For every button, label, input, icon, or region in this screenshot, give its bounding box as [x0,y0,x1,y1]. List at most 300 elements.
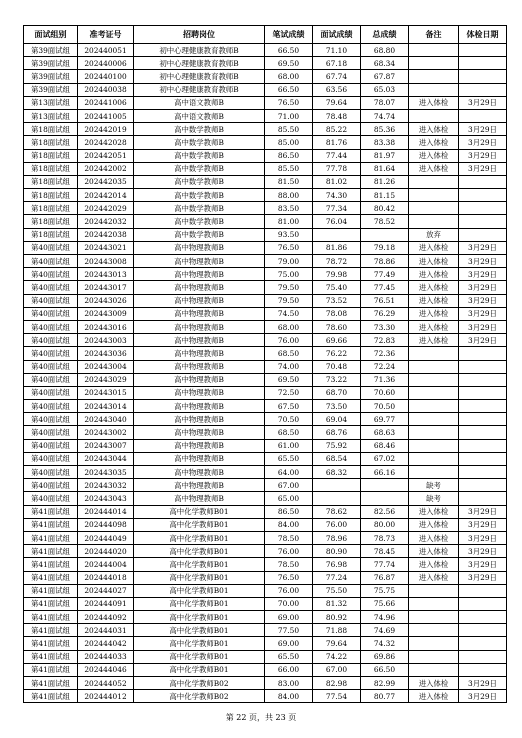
total-score-cell: 78.73 [361,531,409,544]
group-cell: 第41面试组 [24,650,78,663]
written-score-cell: 85.50 [265,123,313,136]
remarks-cell: 进入体检 [409,677,459,690]
position-cell: 高中语文教师B [134,96,265,109]
total-score-cell: 76.87 [361,571,409,584]
exam-date-cell [459,492,507,505]
group-cell: 第40面试组 [24,255,78,268]
table-row [24,255,507,268]
total-score-cell: 71.36 [361,373,409,386]
group-cell: 第41面试组 [24,518,78,531]
written-score-cell: 83.00 [265,677,313,690]
table-row [24,228,507,241]
exam-date-cell: 3月29日 [459,558,507,571]
written-score-cell: 86.50 [265,149,313,162]
exam-date-cell [459,466,507,479]
position-cell: 高中物理教师B [134,400,265,413]
total-score-cell: 76.51 [361,294,409,307]
written-score-cell: 85.50 [265,162,313,175]
remarks-cell [409,215,459,228]
table-row [24,202,507,215]
position-cell: 高中化学教师B01 [134,545,265,558]
group-cell: 第41面试组 [24,545,78,558]
written-score-cell: 70.00 [265,597,313,610]
header-interview-score: 面试成绩 [313,26,361,44]
position-cell: 高中化学教师B01 [134,624,265,637]
remarks-cell [409,109,459,122]
exam-date-cell [459,57,507,70]
ticket-number-cell: 202443004 [78,360,134,373]
written-score-cell: 65.50 [265,452,313,465]
written-score-cell: 67.50 [265,400,313,413]
exam-date-cell [459,624,507,637]
table-row [24,677,507,690]
position-cell: 高中语文教师B [134,109,265,122]
ticket-number-cell: 202444098 [78,518,134,531]
written-score-cell: 76.00 [265,334,313,347]
exam-date-cell [459,386,507,399]
total-score-cell: 79.18 [361,241,409,254]
group-cell: 第41面试组 [24,597,78,610]
results-table [23,25,507,703]
ticket-number-cell: 202443013 [78,268,134,281]
position-cell: 高中物理教师B [134,386,265,399]
remarks-cell [409,650,459,663]
interview-score-cell [313,479,361,492]
ticket-number-cell: 202444027 [78,584,134,597]
ticket-number-cell: 202440051 [78,44,134,57]
written-score-cell: 69.50 [265,373,313,386]
position-cell: 高中物理教师B [134,334,265,347]
written-score-cell: 66.00 [265,663,313,676]
header-total-score: 总成绩 [361,26,409,44]
exam-date-cell [459,650,507,663]
table-row [24,663,507,676]
ticket-number-cell: 202443003 [78,334,134,347]
total-score-cell: 66.50 [361,663,409,676]
table-row [24,149,507,162]
ticket-number-cell: 202444020 [78,545,134,558]
ticket-number-cell: 202444018 [78,571,134,584]
group-cell: 第18面试组 [24,123,78,136]
table-row [24,597,507,610]
ticket-number-cell: 202444091 [78,597,134,610]
interview-score-cell: 73.52 [313,294,361,307]
total-score-cell: 70.50 [361,400,409,413]
group-cell: 第41面试组 [24,611,78,624]
group-cell: 第40面试组 [24,492,78,505]
group-cell: 第40面试组 [24,268,78,281]
ticket-number-cell: 202443016 [78,320,134,333]
remarks-cell [409,597,459,610]
total-score-cell: 68.34 [361,57,409,70]
position-cell: 高中数学教师B [134,136,265,149]
exam-date-cell [459,637,507,650]
remarks-cell: 缺考 [409,492,459,505]
remarks-cell [409,347,459,360]
remarks-cell [409,439,459,452]
remarks-cell [409,466,459,479]
total-score-cell: 72.24 [361,360,409,373]
written-score-cell: 66.50 [265,44,313,57]
total-score-cell: 77.74 [361,558,409,571]
ticket-number-cell: 202440100 [78,70,134,83]
group-cell: 第40面试组 [24,334,78,347]
table-row [24,650,507,663]
interview-score-cell: 78.96 [313,531,361,544]
remarks-cell: 进入体检 [409,241,459,254]
interview-score-cell: 74.22 [313,650,361,663]
ticket-number-cell: 202443032 [78,479,134,492]
remarks-cell: 进入体检 [409,268,459,281]
interview-score-cell: 76.04 [313,215,361,228]
exam-date-cell [459,228,507,241]
group-cell: 第40面试组 [24,386,78,399]
exam-date-cell [459,44,507,57]
total-score-cell: 68.63 [361,426,409,439]
table-row [24,320,507,333]
ticket-number-cell: 202442051 [78,149,134,162]
position-cell: 高中化学教师B01 [134,650,265,663]
written-score-cell: 61.00 [265,439,313,452]
ticket-number-cell: 202442019 [78,123,134,136]
remarks-cell [409,663,459,676]
position-cell: 高中化学教师B01 [134,637,265,650]
ticket-number-cell: 202442014 [78,189,134,202]
total-score-cell: 78.07 [361,96,409,109]
position-cell: 高中化学教师B01 [134,663,265,676]
ticket-number-cell: 202441005 [78,109,134,122]
remarks-cell [409,189,459,202]
position-cell: 高中物理教师B [134,347,265,360]
ticket-number-cell: 202443017 [78,281,134,294]
interview-score-cell [313,228,361,241]
position-cell: 初中心理健康教育教师B [134,83,265,96]
position-cell: 高中数学教师B [134,149,265,162]
table-row [24,452,507,465]
position-cell: 高中物理教师B [134,320,265,333]
written-score-cell: 79.00 [265,255,313,268]
exam-date-cell: 3月29日 [459,268,507,281]
table-row [24,83,507,96]
group-cell: 第40面试组 [24,439,78,452]
group-cell: 第39面试组 [24,57,78,70]
table-row [24,624,507,637]
position-cell: 高中化学教师B01 [134,531,265,544]
table-row [24,466,507,479]
group-cell: 第40面试组 [24,373,78,386]
remarks-cell [409,452,459,465]
interview-score-cell: 74.30 [313,189,361,202]
group-cell: 第41面试组 [24,637,78,650]
remarks-cell [409,360,459,373]
table-row [24,386,507,399]
remarks-cell [409,611,459,624]
total-score-cell: 85.36 [361,123,409,136]
written-score-cell: 70.50 [265,413,313,426]
written-score-cell: 69.00 [265,611,313,624]
remarks-cell: 进入体检 [409,545,459,558]
table-row [24,215,507,228]
group-cell: 第40面试组 [24,347,78,360]
table-row [24,637,507,650]
interview-score-cell: 81.86 [313,241,361,254]
written-score-cell: 76.00 [265,545,313,558]
interview-score-cell: 77.78 [313,162,361,175]
ticket-number-cell: 202440038 [78,83,134,96]
remarks-cell [409,637,459,650]
group-cell: 第41面试组 [24,558,78,571]
interview-score-cell: 80.90 [313,545,361,558]
ticket-number-cell: 202443015 [78,386,134,399]
written-score-cell: 64.00 [265,466,313,479]
written-score-cell: 84.00 [265,690,313,703]
table-row [24,360,507,373]
table-row [24,96,507,109]
exam-date-cell [459,373,507,386]
ticket-number-cell: 202444031 [78,624,134,637]
group-cell: 第18面试组 [24,228,78,241]
exam-date-cell: 3月29日 [459,320,507,333]
written-score-cell: 76.50 [265,571,313,584]
written-score-cell: 81.00 [265,215,313,228]
interview-score-cell: 73.50 [313,400,361,413]
table-row [24,241,507,254]
interview-score-cell: 77.44 [313,149,361,162]
exam-date-cell: 3月29日 [459,255,507,268]
table-row [24,611,507,624]
table-row [24,175,507,188]
interview-score-cell: 78.72 [313,255,361,268]
table-row [24,690,507,703]
remarks-cell: 进入体检 [409,531,459,544]
group-cell: 第13面试组 [24,109,78,122]
remarks-cell: 进入体检 [409,255,459,268]
ticket-number-cell: 202444052 [78,677,134,690]
position-cell: 高中物理教师B [134,255,265,268]
interview-score-cell: 78.48 [313,109,361,122]
written-score-cell: 78.50 [265,531,313,544]
interview-score-cell: 68.54 [313,452,361,465]
table-row [24,571,507,584]
total-score-cell: 66.16 [361,466,409,479]
total-score-cell: 81.64 [361,162,409,175]
ticket-number-cell: 202443040 [78,413,134,426]
remarks-cell: 放弃 [409,228,459,241]
table-row [24,189,507,202]
written-score-cell: 71.00 [265,109,313,122]
group-cell: 第41面试组 [24,663,78,676]
position-cell: 初中心理健康教育教师B [134,70,265,83]
table-row [24,518,507,531]
total-score-cell: 67.87 [361,70,409,83]
table-row [24,109,507,122]
interview-score-cell: 76.22 [313,347,361,360]
interview-score-cell: 81.76 [313,136,361,149]
header-ticket-number: 准考证号 [78,26,134,44]
exam-date-cell: 3月29日 [459,518,507,531]
total-score-cell: 73.30 [361,320,409,333]
written-score-cell: 69.00 [265,637,313,650]
written-score-cell: 78.50 [265,558,313,571]
total-score-cell: 70.60 [361,386,409,399]
ticket-number-cell: 202443026 [78,294,134,307]
total-score-cell: 75.75 [361,584,409,597]
written-score-cell: 88.00 [265,189,313,202]
interview-score-cell: 79.64 [313,96,361,109]
exam-date-cell [459,360,507,373]
table-row [24,294,507,307]
group-cell: 第41面试组 [24,531,78,544]
interview-score-cell: 77.54 [313,690,361,703]
table-row [24,531,507,544]
written-score-cell: 68.50 [265,426,313,439]
position-cell: 高中物理教师B [134,360,265,373]
table-row [24,136,507,149]
remarks-cell [409,386,459,399]
total-score-cell: 78.86 [361,255,409,268]
interview-score-cell: 68.76 [313,426,361,439]
exam-date-cell: 3月29日 [459,123,507,136]
total-score-cell: 76.29 [361,307,409,320]
total-score-cell: 82.56 [361,505,409,518]
exam-date-cell: 3月29日 [459,531,507,544]
group-cell: 第39面试组 [24,70,78,83]
position-cell: 高中数学教师B [134,162,265,175]
interview-score-cell: 67.18 [313,57,361,70]
interview-score-cell: 77.34 [313,202,361,215]
position-cell: 高中物理教师B [134,466,265,479]
position-cell: 高中物理教师B [134,479,265,492]
position-cell: 高中物理教师B [134,426,265,439]
remarks-cell: 进入体检 [409,334,459,347]
header-remarks: 备注 [409,26,459,44]
table-row [24,505,507,518]
position-cell: 高中物理教师B [134,439,265,452]
group-cell: 第40面试组 [24,413,78,426]
position-cell: 高中物理教师B [134,241,265,254]
ticket-number-cell: 202442032 [78,215,134,228]
ticket-number-cell: 202443021 [78,241,134,254]
total-score-cell: 68.80 [361,44,409,57]
written-score-cell: 68.00 [265,320,313,333]
position-cell: 高中化学教师B01 [134,584,265,597]
page-number: 第 22 页，共 23 页 [225,713,297,722]
ticket-number-cell: 202444046 [78,663,134,676]
table-row [24,545,507,558]
remarks-cell: 进入体检 [409,307,459,320]
group-cell: 第40面试组 [24,294,78,307]
exam-date-cell: 3月29日 [459,294,507,307]
exam-date-cell: 3月29日 [459,545,507,558]
ticket-number-cell: 202444014 [78,505,134,518]
position-cell: 高中物理教师B [134,452,265,465]
group-cell: 第40面试组 [24,400,78,413]
written-score-cell: 65.50 [265,650,313,663]
ticket-number-cell: 202443007 [78,439,134,452]
exam-date-cell [459,202,507,215]
table-row [24,413,507,426]
written-score-cell: 72.50 [265,386,313,399]
group-cell: 第40面试组 [24,479,78,492]
position-cell: 高中数学教师B [134,175,265,188]
exam-date-cell: 3月29日 [459,241,507,254]
total-score-cell [361,228,409,241]
exam-date-cell [459,215,507,228]
interview-score-cell: 68.32 [313,466,361,479]
interview-score-cell: 78.62 [313,505,361,518]
group-cell: 第40面试组 [24,320,78,333]
exam-date-cell: 3月29日 [459,505,507,518]
group-cell: 第40面试组 [24,360,78,373]
written-score-cell: 65.00 [265,492,313,505]
interview-score-cell: 73.22 [313,373,361,386]
written-score-cell: 67.00 [265,479,313,492]
remarks-cell: 进入体检 [409,518,459,531]
table-row [24,57,507,70]
table-row [24,307,507,320]
interview-score-cell: 82.98 [313,677,361,690]
remarks-cell: 进入体检 [409,136,459,149]
exam-date-cell [459,452,507,465]
remarks-cell [409,57,459,70]
exam-date-cell [459,70,507,83]
remarks-cell: 缺考 [409,479,459,492]
written-score-cell: 75.00 [265,268,313,281]
group-cell: 第18面试组 [24,189,78,202]
total-score-cell: 75.66 [361,597,409,610]
remarks-cell [409,44,459,57]
total-score-cell: 82.99 [361,677,409,690]
table-row [24,44,507,57]
position-cell: 高中物理教师B [134,492,265,505]
position-cell: 高中物理教师B [134,307,265,320]
interview-score-cell: 79.64 [313,637,361,650]
ticket-number-cell: 202443014 [78,400,134,413]
total-score-cell: 80.00 [361,518,409,531]
position-cell: 高中化学教师B01 [134,505,265,518]
total-score-cell: 69.77 [361,413,409,426]
ticket-number-cell: 202443044 [78,452,134,465]
ticket-number-cell: 202442035 [78,175,134,188]
group-cell: 第40面试组 [24,452,78,465]
written-score-cell: 68.50 [265,347,313,360]
total-score-cell: 78.52 [361,215,409,228]
exam-date-cell: 3月29日 [459,677,507,690]
position-cell: 高中数学教师B [134,228,265,241]
written-score-cell: 81.50 [265,175,313,188]
interview-score-cell: 69.66 [313,334,361,347]
exam-date-cell [459,109,507,122]
interview-score-cell: 76.98 [313,558,361,571]
exam-date-cell [459,400,507,413]
interview-score-cell: 68.70 [313,386,361,399]
position-cell: 高中化学教师B01 [134,518,265,531]
exam-date-cell [459,611,507,624]
table-row [24,426,507,439]
position-cell: 高中化学教师B01 [134,611,265,624]
exam-date-cell: 3月29日 [459,307,507,320]
total-score-cell [361,479,409,492]
ticket-number-cell: 202444033 [78,650,134,663]
group-cell: 第41面试组 [24,677,78,690]
ticket-number-cell: 202443002 [78,426,134,439]
interview-score-cell: 81.32 [313,597,361,610]
written-score-cell: 77.50 [265,624,313,637]
remarks-cell [409,202,459,215]
written-score-cell: 86.50 [265,505,313,518]
written-score-cell: 79.50 [265,281,313,294]
ticket-number-cell: 202442028 [78,136,134,149]
